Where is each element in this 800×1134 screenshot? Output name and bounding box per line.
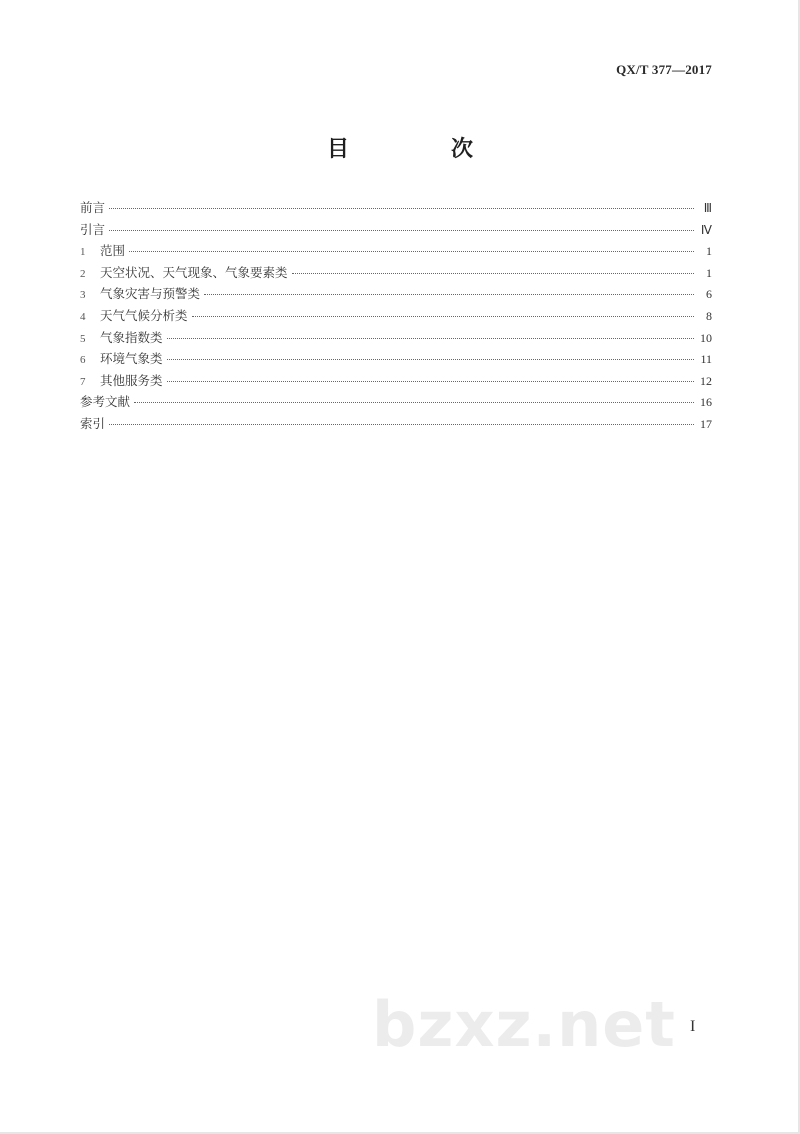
- toc-leader-dots: [292, 273, 694, 274]
- toc-entry-number: 7: [80, 375, 86, 388]
- toc-entry-label: 索引: [80, 415, 106, 431]
- toc-entry-page: 6: [706, 287, 712, 302]
- toc-entry-number: 1: [80, 246, 86, 259]
- toc-entry-number: 2: [80, 267, 86, 280]
- toc-entry-page: 10: [700, 330, 712, 345]
- toc-entry-label: 引言: [80, 221, 106, 237]
- toc-entry-label: 参考文献: [80, 394, 131, 410]
- toc-entry-introduction[interactable]: [80, 220, 712, 242]
- toc-entry-page: Ⅲ: [703, 201, 712, 215]
- standard-code: QX/T 377—2017: [616, 62, 712, 77]
- toc-entry-meteorological-index[interactable]: [80, 328, 712, 350]
- toc-entry-page: 11: [700, 352, 712, 367]
- toc-entry-number: 5: [80, 332, 86, 345]
- watermark: bzxz.net: [372, 988, 676, 1061]
- toc-entry-label: 其他服务类: [100, 372, 163, 388]
- toc-entry-number: 6: [80, 354, 86, 367]
- toc-entry-other-services[interactable]: [80, 371, 712, 393]
- toc-leader-dots: [167, 359, 694, 360]
- toc-entry-number: 4: [80, 310, 86, 323]
- toc-leader-dots: [204, 294, 694, 295]
- toc-entry-environmental-meteorology[interactable]: [80, 349, 712, 371]
- toc-entry-label: 气象指数类: [100, 329, 163, 345]
- toc-entry-page: 1: [706, 244, 712, 259]
- toc-entry-label: 前言: [80, 200, 106, 215]
- toc-leader-dots: [109, 208, 694, 209]
- toc-entry-page: 12: [700, 373, 712, 388]
- toc-entry-number: 3: [80, 289, 86, 302]
- toc-entry-page: 1: [706, 265, 712, 280]
- toc-entry-foreword[interactable]: [80, 198, 712, 220]
- toc-entry-label: 范围: [100, 243, 126, 259]
- toc-leader-dots: [192, 316, 694, 317]
- toc-entry-page: Ⅳ: [700, 222, 712, 237]
- toc-entry-page: 16: [700, 395, 712, 410]
- toc-leader-dots: [167, 381, 694, 382]
- toc-leader-dots: [129, 251, 694, 252]
- toc-leader-dots: [134, 402, 694, 403]
- toc-entry-index[interactable]: [80, 414, 712, 436]
- toc-entry-weather-climate-analysis[interactable]: [80, 306, 712, 328]
- toc-leader-dots: [167, 338, 694, 339]
- toc-entry-page: 8: [706, 308, 712, 323]
- toc-entry-label: 环境气象类: [100, 351, 163, 367]
- toc-title: 目 次: [326, 137, 513, 162]
- toc-entry-references[interactable]: [80, 392, 712, 414]
- toc-entry-label: 气象灾害与预警类: [100, 286, 201, 302]
- toc-entry-disaster-warning[interactable]: [80, 284, 712, 306]
- toc-entry-label: 天空状况、天气现象、气象要素类: [100, 264, 288, 280]
- toc-entry-page: 17: [700, 416, 712, 431]
- toc-entry-sky-weather-elements[interactable]: [80, 263, 712, 285]
- toc-entry-label: 天气气候分析类: [100, 307, 188, 323]
- toc-entry-scope[interactable]: [80, 241, 712, 263]
- toc-leader-dots: [109, 230, 694, 231]
- page-number: I: [690, 1018, 696, 1035]
- toc-leader-dots: [109, 424, 694, 425]
- toc-list: [80, 198, 712, 436]
